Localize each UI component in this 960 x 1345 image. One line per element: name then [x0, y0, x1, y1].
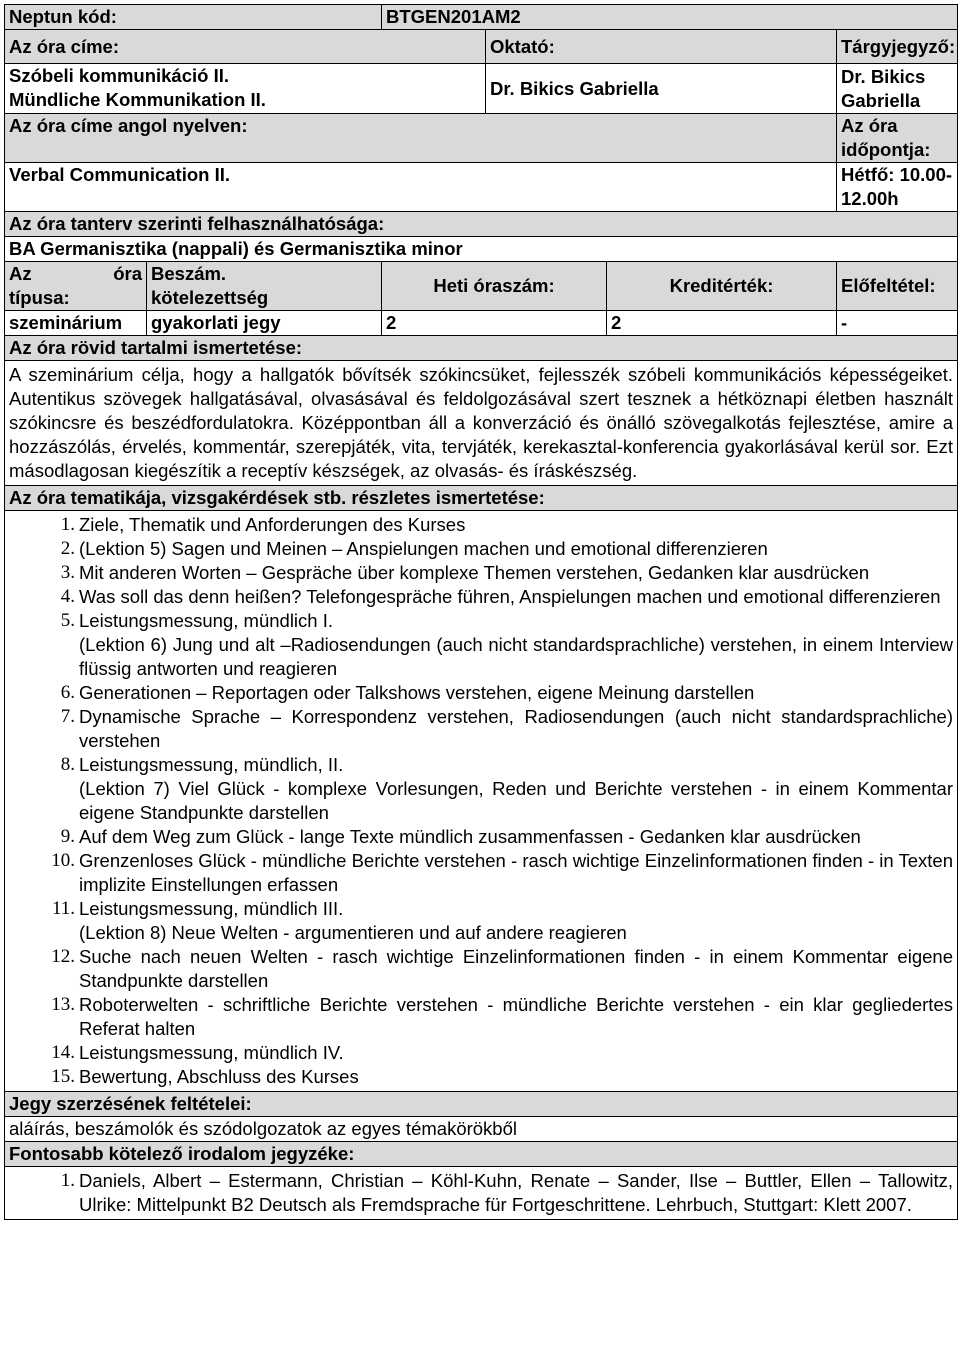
topic-number: 9.	[60, 826, 75, 847]
topic-text	[79, 681, 953, 705]
topic-line: Auf dem Weg zum Glück - lange Texte mündlich zusammenfassen - Gedanken klar ausdrücken	[79, 826, 861, 847]
topic-number: 14.	[51, 1042, 75, 1063]
topic-item	[9, 825, 953, 849]
topic-number: 1.	[60, 514, 75, 535]
topic-text	[79, 849, 953, 897]
topic-text	[79, 993, 953, 1041]
assessment-label-line1: Beszám.	[151, 263, 227, 284]
topic-line: Ziele, Thematik und Anforderungen des Kurses	[79, 514, 466, 535]
topic-item	[9, 945, 953, 993]
assessment-value: gyakorlati jegy	[147, 311, 382, 336]
requirements-text: aláírás, beszámolók és szódolgozatok az egyes témakörökből	[5, 1117, 958, 1142]
course-title-value	[5, 64, 486, 114]
topic-text	[79, 513, 953, 537]
owner-value: Dr. Bikics Gabriella	[837, 64, 958, 114]
weekly-hours-label: Heti óraszám:	[382, 262, 607, 311]
course-type-label-line1: Az óra	[9, 263, 142, 284]
topic-item	[9, 897, 953, 945]
instructor-label: Oktató:	[486, 30, 837, 64]
literature-label: Fontosabb kötelező irodalom jegyzéke:	[5, 1142, 958, 1167]
topic-number: 2.	[60, 538, 75, 559]
topic-text	[79, 705, 953, 753]
topic-number: 13.	[51, 994, 75, 1015]
topic-line: Leistungsmessung, mündlich, II.	[79, 754, 344, 775]
literature-number: 1.	[60, 1170, 75, 1191]
topic-subline: (Lektion 8) Neue Welten - argumentieren und auf andere reagieren	[79, 922, 627, 943]
course-type-value: szeminárium	[5, 311, 147, 336]
owner-label: Tárgyjegyző:	[837, 30, 958, 64]
topic-item	[9, 537, 953, 561]
topic-line: Grenzenloses Glück - mündliche Berichte verstehen - rasch wichtige Einzelinformationen finden - in Texten implizite Einstellungen erfassen	[79, 850, 953, 895]
topic-line: (Lektion 5) Sagen und Meinen – Anspielungen machen und emotional differenzieren	[79, 538, 768, 559]
title-en-value: Verbal Communication II.	[5, 163, 837, 212]
topic-line: Dynamische Sprache – Korrespondenz verstehen, Radiosendungen (auch nicht standardsprachliche) verstehen	[79, 706, 953, 751]
topic-text	[79, 897, 953, 945]
topic-number: 5.	[60, 610, 75, 631]
topic-text	[79, 753, 953, 825]
topic-text	[79, 1065, 953, 1089]
requirements-label: Jegy szerzésének feltételei:	[5, 1092, 958, 1117]
topic-item	[9, 705, 953, 753]
topic-number: 6.	[60, 682, 75, 703]
prerequisite-value: -	[837, 311, 958, 336]
credit-value: 2	[607, 311, 837, 336]
topic-text	[79, 609, 953, 681]
neptun-code-value: BTGEN201AM2	[382, 5, 958, 30]
topic-number: 12.	[51, 946, 75, 967]
topic-line: Was soll das denn heißen? Telefongespräche führen, Anspielungen machen und emotional differenzieren	[79, 586, 941, 607]
topic-number: 15.	[51, 1066, 75, 1087]
literature-cell	[5, 1167, 958, 1220]
topic-item	[9, 513, 953, 537]
topic-line: Leistungsmessung, mündlich I.	[79, 610, 333, 631]
course-type-label-line2: típusa:	[9, 287, 70, 308]
topic-item	[9, 681, 953, 705]
assessment-label-line2: kötelezettség	[151, 287, 269, 308]
assessment-label	[147, 262, 382, 311]
usability-value: BA Germanisztika (nappali) és Germanisztika minor	[5, 237, 958, 262]
topic-item	[9, 561, 953, 585]
topic-number: 11.	[51, 898, 75, 919]
time-value: Hétfő: 10.00-12.00h	[837, 163, 958, 212]
topic-text	[79, 1041, 953, 1065]
usability-label: Az óra tanterv szerinti felhasználhatósága:	[5, 212, 958, 237]
title-en-label: Az óra címe angol nyelven:	[5, 114, 837, 163]
topic-line: Roboterwelten - schriftliche Berichte verstehen - mündliche Berichte verstehen - ein klar gegliedertes Referat halten	[79, 994, 953, 1039]
topic-number: 8.	[60, 754, 75, 775]
weekly-hours-value: 2	[382, 311, 607, 336]
topic-item	[9, 849, 953, 897]
topic-item	[9, 753, 953, 825]
topic-item	[9, 1041, 953, 1065]
neptun-code-label: Neptun kód:	[5, 5, 382, 30]
course-type-label	[5, 262, 147, 311]
topic-line: Suche nach neuen Welten - rasch wichtige Einzelinformationen finden - in einem Kommentar eigene Standpunkte darstellen	[79, 946, 953, 991]
topic-line: Bewertung, Abschluss des Kurses	[79, 1066, 359, 1087]
topic-text	[79, 945, 953, 993]
prerequisite-label: Előfeltétel:	[837, 262, 958, 311]
topic-line: Leistungsmessung, mündlich III.	[79, 898, 344, 919]
topic-number: 4.	[60, 586, 75, 607]
topic-number: 10.	[51, 850, 75, 871]
topic-line: Generationen – Reportagen oder Talkshows verstehen, eigene Meinung darstellen	[79, 682, 755, 703]
topic-subline: (Lektion 6) Jung und alt –Radiosendungen (auch nicht standardsprachliche) verstehen, in einem Interview flüssig antworten und reagieren	[79, 634, 953, 679]
topic-text	[79, 561, 953, 585]
topic-number: 3.	[60, 562, 75, 583]
topics-list	[9, 513, 953, 1089]
topic-text	[79, 537, 953, 561]
topic-item	[9, 1065, 953, 1089]
topic-item	[9, 585, 953, 609]
topic-item	[9, 609, 953, 681]
topic-line: Leistungsmessung, mündlich IV.	[79, 1042, 344, 1063]
instructor-value: Dr. Bikics Gabriella	[486, 64, 837, 114]
literature-list	[9, 1169, 953, 1217]
topic-line: Mit anderen Worten – Gespräche über komplexe Themen verstehen, Gedanken klar ausdrücken	[79, 562, 870, 583]
summary-text: A szeminárium célja, hogy a hallgatók bővítsék szókincsüket, fejlesszék szóbeli kommunikációs képességeiket. Autentikus szövegek hallgatásával, olvasásával és feldolgozásával szert tesznek a hétköznapi életben használt szókincsre és beszédfordulatokra. Középpontban áll a konverzáció és önálló szövegalkotás fejlesztése, amire a hozzászólás, érvelés, kommentár, szerepjáték, vita, tervjáték, kerekasztal-konferencia gyakorlásával kerül sor. Ezt másodlagosan kiegészítik a receptív készségek, az olvasás- és íráskészség.	[5, 361, 958, 486]
course-title-label: Az óra címe:	[5, 30, 486, 64]
course-syllabus-form	[4, 4, 958, 1220]
literature-text: Daniels, Albert – Estermann, Christian – Köhl-Kuhn, Renate – Sander, Ilse – Buttler, Ellen – Tallowitz, Ulrike: Mittelpunkt B2 Deutsch als Fremdsprache für Fortgeschrittene. Lehrbuch, Stuttgart: Klett 2007.	[79, 1170, 953, 1215]
topic-subline: (Lektion 7) Viel Glück - komplexe Vorlesungen, Reden und Berichte verstehen - in einem Kommentar eigene Standpunkte darstellen	[79, 778, 953, 823]
topic-item	[9, 993, 953, 1041]
topic-text	[79, 585, 953, 609]
topic-text	[79, 825, 953, 849]
summary-label: Az óra rövid tartalmi ismertetése:	[5, 336, 958, 361]
literature-item	[9, 1169, 953, 1217]
course-title-hu: Szóbeli kommunikáció II.	[9, 65, 229, 86]
topics-cell	[5, 511, 958, 1092]
credit-label: Kreditérték:	[607, 262, 837, 311]
topic-number: 7.	[60, 706, 75, 727]
course-title-de: Mündliche Kommunikation II.	[9, 89, 266, 110]
topics-label: Az óra tematikája, vizsgakérdések stb. részletes ismertetése:	[5, 486, 958, 511]
time-label: Az óra időpontja:	[837, 114, 958, 163]
